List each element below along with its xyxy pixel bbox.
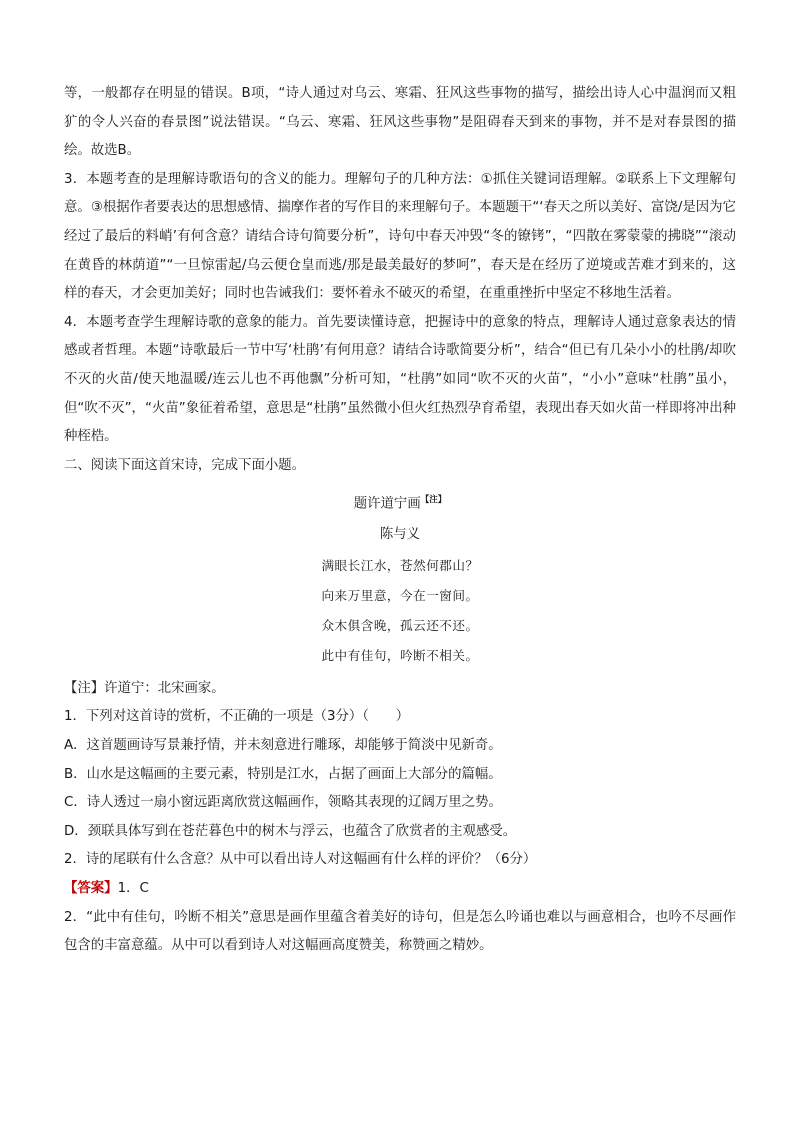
answer-2: 2．“此中有佳句，吟断不相关”意思是画作里蕴含着美好的诗句，但是怎么吟诵也难以与画意相合，也吟不尽画作包含的丰富意蕴。从中可以看到诗人对这幅画高度赞美，称赞画之精妙。 xyxy=(64,909,736,954)
poem-note: 【注】许道宁：北宋画家。 xyxy=(64,680,225,696)
question-2-stem: 2．诗的尾联有什么含意？从中可以看出诗人对这幅画有什么样的评价？（6分） xyxy=(64,852,537,868)
question-1-option-a: A．这首题画诗写景兼抒情，并未刻意进行雕琢，却能够于简淡中见新奇。 xyxy=(64,737,502,753)
poem-body xyxy=(64,551,736,671)
question-1-option-b: B．山水是这幅画的主要元素，特别是江水，占据了画面上大部分的篇幅。 xyxy=(64,766,502,782)
question-1-option-d: D．颈联具体写到在苍茫暮色中的树木与浮云，也蕴含了欣赏者的主观感受。 xyxy=(64,823,517,839)
poem-author: 陈与义 xyxy=(379,526,421,542)
page-content xyxy=(64,80,736,961)
answer-1: 1．C xyxy=(117,880,149,896)
section-heading: 二、阅读下面这首宋诗，完成下面小题。 xyxy=(64,457,306,473)
analysis-paragraph-4: 4．本题考查学生理解诗歌的意象的能力。首先要读懂诗意，把握诗中的意象的特点，理解诗人通过意象表达的情感或者哲理。本题“诗歌最后一节中写‘杜鹃’有何用意？请结合诗歌简要分析”，结合“但已有几朵小小的杜鹃/却吹不灭的火苗/使天地温暖/连云儿也不再他飘”分析可知，“杜鹃”如同“吹不灭的火苗”，“小小”意味“杜鹃”虽小，但“吹不灭”，“火苗”象征着希望，意思是“杜鹃”虽然微小但火红热烈孕育希望，表现出春天如火苗一样即将冲出种种桎梏。 xyxy=(64,314,736,445)
poem-line: 满眼长江水，苍然何郡山？ xyxy=(321,557,479,573)
analysis-paragraph-2-continued: 等，一般都存在明显的错误。B项，“诗人通过对乌云、寒霜、狂风这些事物的描写，描绘出诗人心中温润而又粗犷的令人兴奋的春景图”说法错误。“乌云、寒霜、狂风这些事物”是阻碍春天到来的事物，并不是对春景图的描绘。故选B。 xyxy=(64,86,736,159)
poem-title-row xyxy=(64,486,736,518)
answer-label: 【答案】 xyxy=(64,880,118,896)
poem-note-mark: 【注】 xyxy=(420,495,447,506)
poem-line: 众木俱含晚，孤云还不还。 xyxy=(321,617,479,633)
answer-line-1 xyxy=(64,875,736,904)
poem-title: 题许道宁画 xyxy=(353,496,421,512)
question-1-option-c: C．诗人透过一扇小窗远距离欣赏这幅画作，领略其表现的辽阔万里之势。 xyxy=(64,795,502,811)
question-1-stem: 1．下列对这首诗的赏析，不正确的一项是（3分）（ ） xyxy=(64,709,410,725)
poem-line: 向来万里意，今在一窗间。 xyxy=(321,587,479,603)
analysis-paragraph-3: 3．本题考查的是理解诗歌语句的含义的能力。理解句子的几种方法：①抓住关键词语理解。②联系上下文理解句意。③根据作者要表达的思想感情、揣摩作者的写作目的来理解句子。本题题干“‘春天之所以美好、富饶/是因为它经过了最后的料峭’有何含意？请结合诗句简要分析”，诗句中春天冲毁“冬的镣铐”，“四散在雾蒙蒙的拂晓”“滚动在黄昏的林荫道”“一旦惊雷起/乌云便仓皇而逃/那是最美最好的梦呵”，春天是在经历了逆境或苦难才到来的，这样的春天，才会更加美好；同时也告诫我们：要怀着永不破灭的希望，在重重挫折中坚定不移地生活着。 xyxy=(64,171,736,302)
poem-line: 此中有佳句，吟断不相关。 xyxy=(321,647,479,663)
